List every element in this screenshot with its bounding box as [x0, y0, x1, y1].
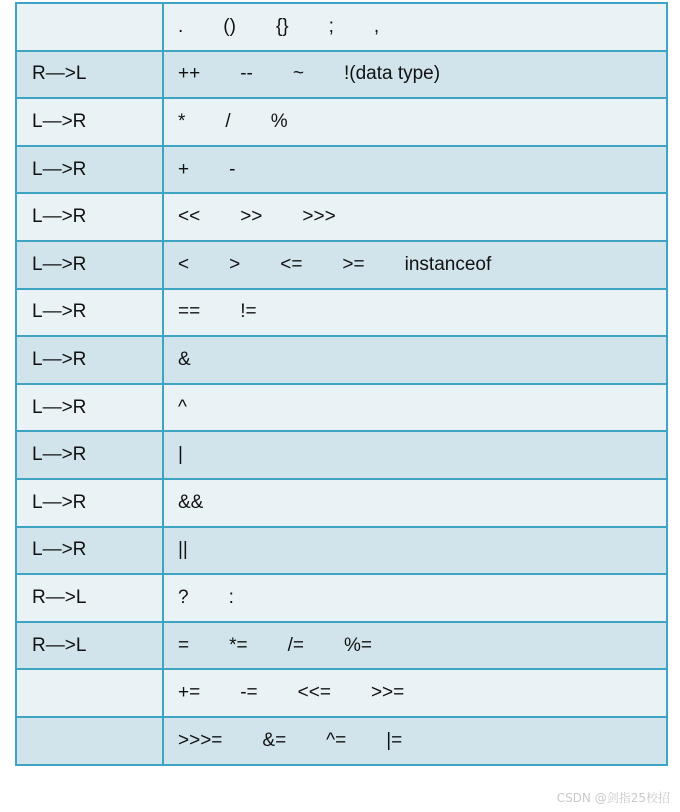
associativity-cell — [16, 3, 163, 51]
associativity-cell — [16, 717, 163, 765]
operators-cell — [163, 384, 667, 432]
associativity-cell — [16, 669, 163, 717]
operator-precedence-table — [15, 2, 668, 766]
table-row — [16, 51, 667, 99]
table-row — [16, 336, 667, 384]
operator: != — [240, 301, 257, 323]
operator: >>> — [302, 206, 336, 228]
operator: * — [178, 110, 186, 132]
operators-cell — [163, 574, 667, 622]
operator: <<= — [297, 682, 331, 704]
table-row — [16, 146, 667, 194]
operator: &= — [262, 729, 287, 751]
operator: /= — [287, 634, 304, 656]
table-row — [16, 717, 667, 765]
operator: -= — [240, 682, 258, 704]
associativity-cell: R—>L — [16, 622, 163, 670]
table-row — [16, 98, 667, 146]
table-row — [16, 622, 667, 670]
operator: - — [229, 158, 236, 180]
operators-cell — [163, 51, 667, 99]
associativity-cell: L—>R — [16, 479, 163, 527]
associativity-cell: L—>R — [16, 527, 163, 575]
operators-cell — [163, 527, 667, 575]
operator: ^ — [178, 396, 187, 418]
operator: , — [373, 15, 380, 37]
operators-cell — [163, 3, 667, 51]
operator: () — [223, 15, 236, 37]
operator: : — [228, 586, 234, 608]
operator: ~ — [292, 63, 304, 85]
table-row — [16, 574, 667, 622]
operator: || — [178, 539, 188, 561]
operator: <= — [280, 253, 303, 275]
associativity-cell: L—>R — [16, 241, 163, 289]
operator: = — [178, 634, 190, 656]
associativity-cell: L—>R — [16, 431, 163, 479]
associativity-cell: L—>R — [16, 289, 163, 337]
associativity-cell: L—>R — [16, 336, 163, 384]
operator: | — [178, 444, 183, 466]
operator: -- — [240, 63, 253, 85]
operator: > — [229, 253, 241, 275]
operator: ++ — [178, 63, 201, 85]
associativity-cell: L—>R — [16, 193, 163, 241]
operator: >= — [342, 253, 365, 275]
table-row — [16, 384, 667, 432]
operator: % — [270, 110, 288, 132]
associativity-cell: R—>L — [16, 574, 163, 622]
associativity-cell: L—>R — [16, 146, 163, 194]
table-row — [16, 193, 667, 241]
operator: ^= — [326, 729, 347, 751]
operator: += — [178, 682, 201, 704]
operators-cell — [163, 717, 667, 765]
operator: << — [178, 206, 201, 228]
operator: & — [178, 348, 191, 370]
associativity-cell: R—>L — [16, 51, 163, 99]
operator: *= — [229, 634, 248, 656]
table-row — [16, 669, 667, 717]
table-row — [16, 289, 667, 337]
operators-cell — [163, 241, 667, 289]
table-row — [16, 431, 667, 479]
operator: / — [225, 110, 231, 132]
operator: !(data type) — [343, 63, 441, 85]
operators-cell — [163, 622, 667, 670]
operators-cell — [163, 336, 667, 384]
table-row — [16, 241, 667, 289]
operator: ? — [178, 586, 189, 608]
associativity-cell: L—>R — [16, 384, 163, 432]
operator: %= — [343, 634, 372, 656]
operator: instanceof — [404, 253, 492, 275]
table-row — [16, 3, 667, 51]
operator: >>>= — [178, 729, 223, 751]
operator: {} — [275, 15, 289, 37]
table-row — [16, 479, 667, 527]
operator: + — [178, 158, 190, 180]
operators-cell — [163, 431, 667, 479]
operators-cell — [163, 669, 667, 717]
operator: == — [178, 301, 201, 323]
operators-cell — [163, 98, 667, 146]
operators-cell — [163, 193, 667, 241]
operator: >>= — [370, 682, 405, 704]
operator: < — [178, 253, 190, 275]
watermark: CSDN @剑指25校招 — [556, 791, 670, 805]
operator: |= — [386, 729, 403, 751]
table-row — [16, 527, 667, 575]
operators-cell — [163, 479, 667, 527]
operators-cell — [163, 146, 667, 194]
operator: ; — [328, 15, 334, 37]
table-body — [16, 3, 667, 765]
operator: && — [178, 491, 204, 513]
operators-cell — [163, 289, 667, 337]
operator: . — [178, 15, 184, 37]
associativity-cell: L—>R — [16, 98, 163, 146]
operator: >> — [240, 206, 263, 228]
